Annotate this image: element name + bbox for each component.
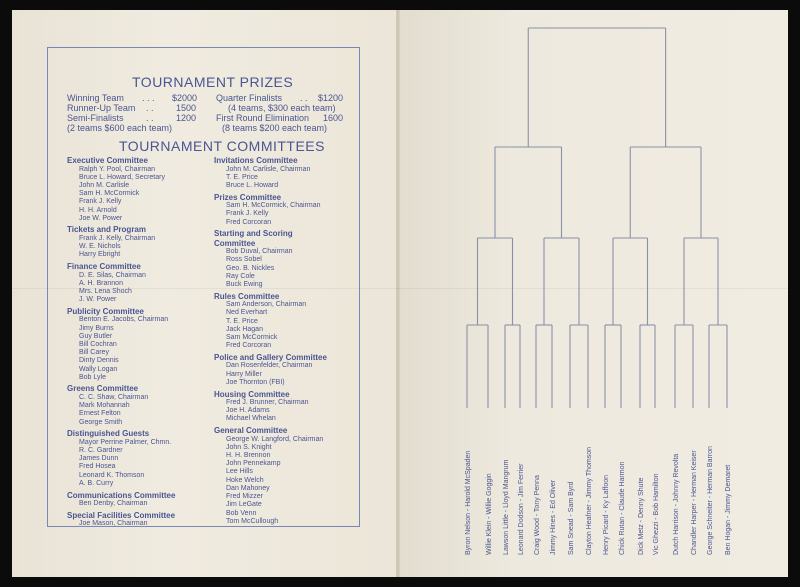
committee-member: Joe H. Adams bbox=[226, 407, 270, 415]
committee-member: Ralph Y. Pool, Chairman bbox=[79, 165, 156, 173]
committee-member: W. E. Nichols bbox=[79, 243, 121, 251]
prizes-title: TOURNAMENT PRIZES bbox=[132, 74, 294, 90]
committee-heading: Tickets and Program bbox=[67, 225, 146, 235]
committee-member: T. E. Price bbox=[226, 317, 258, 325]
prize-row: First Round Elimination bbox=[216, 113, 310, 123]
committee-heading: Special Facilities Committee bbox=[67, 510, 176, 520]
committee-member: Joe Thornton (FBI) bbox=[226, 378, 285, 386]
committee-member: Fred J. Brunner, Chairman bbox=[226, 399, 309, 407]
prize-amount: $1200 bbox=[318, 93, 344, 103]
prize-amount: 1500 bbox=[176, 103, 197, 113]
committee-member: John M. Carlisle bbox=[79, 181, 130, 189]
committee-member: George W. Langford, Chairman bbox=[226, 435, 324, 443]
prize-amount: 1600 bbox=[323, 113, 344, 123]
team-name: Dutch Harrison - Johnny Revolta bbox=[673, 453, 680, 555]
committee-heading: Starting and Scoring Committee bbox=[214, 229, 293, 248]
prize-note: (4 teams, $300 each team) bbox=[228, 103, 336, 113]
committees-title: TOURNAMENT COMMITTEES bbox=[119, 138, 325, 154]
prize-amount: 1200 bbox=[176, 113, 197, 123]
committee-member: James Dunn bbox=[79, 455, 119, 463]
prize-row: Winning Team bbox=[67, 93, 124, 103]
team-name: Clayton Heafner - Jimmy Thomson bbox=[586, 446, 593, 555]
committee-member: R. C. Gardner bbox=[79, 446, 123, 454]
committee-member: Bob Venn bbox=[226, 509, 257, 517]
team-name: George Schneiter - Herman Barron bbox=[707, 446, 714, 555]
committee-member: John S. Knight bbox=[226, 443, 272, 451]
committee-member: Fred Corcoran bbox=[226, 218, 272, 226]
committee-member: H. H. Arnold bbox=[79, 206, 117, 214]
prize-row: Semi-Finalists bbox=[67, 113, 124, 123]
committee-member: Sam H. McCormick, Chairman bbox=[226, 202, 321, 210]
committee-member: Fred Corcoran bbox=[226, 342, 272, 350]
committee-member: Hoke Welch bbox=[226, 476, 264, 484]
committee-member: D. E. Silas, Chairman bbox=[79, 271, 146, 279]
team-name: Henry Picard - Ky Laffoon bbox=[603, 474, 610, 555]
team-name: Lawson Little - Lloyd Mangrum bbox=[503, 459, 510, 555]
committee-member: Ernest Felton bbox=[79, 410, 121, 418]
committee-member: T. E. Price bbox=[226, 173, 258, 181]
committee-member: Jack Hagan bbox=[226, 325, 263, 333]
committee-member: Dan Mahoney bbox=[226, 484, 270, 492]
team-name: Willie Klein - Willie Goggin bbox=[486, 473, 493, 555]
committee-heading: Executive Committee bbox=[67, 156, 148, 165]
committee-member: Guy Butler bbox=[79, 332, 113, 340]
committee-member: George Smith bbox=[79, 418, 123, 426]
committee-heading: Invitations Committee bbox=[214, 156, 298, 165]
committee-member: Ned Everhart bbox=[226, 309, 268, 317]
committee-member: Harry Ebright bbox=[79, 251, 121, 259]
committee-member: Benton E. Jacobs, Chairman bbox=[79, 316, 169, 324]
committee-member: H. H. Brennon bbox=[226, 452, 271, 460]
prize-row: Quarter Finalists bbox=[216, 93, 283, 103]
committee-member: C. C. Shaw, Chairman bbox=[79, 393, 149, 401]
committee-member: Frank J. Kelly bbox=[226, 210, 269, 218]
committee-member: Lee Hills bbox=[226, 468, 253, 476]
committee-heading: Rules Committee bbox=[214, 291, 280, 301]
team-name: Vic Ghezzi - Bob Hamilton bbox=[653, 473, 660, 555]
prize-dots: . . . bbox=[142, 93, 155, 103]
committee-member: Wally Logan bbox=[79, 365, 118, 373]
team-name: Jimmy Hines - Ed Oliver bbox=[550, 479, 557, 555]
prize-note: (2 teams $600 each team) bbox=[67, 123, 173, 133]
committee-member: Ross Sobel bbox=[226, 256, 262, 264]
committee-member: Bob Duval, Chairman bbox=[226, 248, 293, 256]
committee-member: Tom McCullough bbox=[226, 517, 279, 525]
committee-member: Ben Denby, Chairman bbox=[79, 500, 148, 507]
committee-heading: Housing Committee bbox=[214, 389, 290, 399]
committee-member: Mark Mohannah bbox=[79, 402, 130, 410]
team-name: Sam Snead - Sam Byrd bbox=[568, 481, 575, 555]
committee-member: Sam H. McCormick bbox=[79, 190, 140, 198]
committee-member: Sam McCormick bbox=[226, 334, 278, 342]
prize-amount: $2000 bbox=[172, 93, 198, 103]
committee-member: Ray Cole bbox=[226, 272, 255, 280]
prize-note: (8 teams $200 each team) bbox=[222, 123, 328, 133]
team-name: Chandler Harper - Herman Keiser bbox=[691, 450, 698, 555]
committee-member: Geo. B. Nickles bbox=[226, 264, 275, 272]
committee-member: Harry Miller bbox=[226, 370, 262, 378]
committee-member: Leonard K. Thomson bbox=[79, 471, 145, 479]
committee-member: Sam Anderson, Chairman bbox=[226, 301, 307, 309]
prize-dots: . . bbox=[146, 113, 154, 123]
committee-heading: Greens Committee bbox=[67, 384, 139, 394]
committee-member: John Pennekamp bbox=[226, 460, 281, 468]
committee-member: Bill Cochran bbox=[79, 340, 117, 348]
team-name: Byron Nelson - Harold McSpaden bbox=[465, 450, 472, 555]
committee-member: Joe Mason, Chairman bbox=[79, 520, 148, 528]
committee-member: John M. Carlisle, Chairman bbox=[226, 165, 311, 173]
committee-member: Fred Hosea bbox=[79, 463, 116, 471]
prize-dots: . . bbox=[300, 93, 308, 103]
committee-member: Dan Rosenfelder, Chairman bbox=[226, 362, 313, 370]
team-name: Dick Metz - Denny Shute bbox=[638, 477, 645, 555]
team-name: Leonard Dodson - Jim Ferrier bbox=[518, 463, 525, 555]
committee-member: Frank J. Kelly bbox=[79, 198, 122, 206]
committee-member: Buck Ewing bbox=[226, 281, 263, 289]
committee-member: J. W. Power bbox=[79, 296, 117, 304]
committee-heading: Communications Committee bbox=[67, 490, 176, 500]
committee-member: A. H. Brannon bbox=[79, 279, 123, 287]
team-name: Craig Wood - Tony Penna bbox=[534, 475, 541, 555]
committee-member: Bruce L. Howard bbox=[226, 181, 279, 189]
team-name: Ben Hogan - Jimmy Demaret bbox=[725, 464, 732, 555]
committee-member: A. B. Curry bbox=[79, 479, 114, 487]
team-name: Chick Rutan - Claude Harmon bbox=[619, 461, 626, 555]
committee-member: Mayor Perrine Palmer, Chmn. bbox=[79, 438, 172, 446]
committee-member: Frank J. Kelly, Chairman bbox=[79, 234, 156, 242]
committee-member: Bob Lyle bbox=[79, 373, 106, 381]
prize-row: Runner-Up Team bbox=[67, 103, 136, 113]
committee-heading: Publicity Committee bbox=[67, 306, 144, 316]
committee-member: Bruce L. Howard, Secretary bbox=[79, 173, 165, 181]
committee-heading: Finance Committee bbox=[67, 262, 141, 272]
committee-member: Bill Carey bbox=[79, 349, 109, 357]
committee-member: Michael Whelan bbox=[226, 415, 276, 423]
committee-heading: Distinguished Guests bbox=[67, 429, 150, 439]
committee-heading: Prizes Committee bbox=[214, 192, 282, 202]
committee-member: Fred Mizzer bbox=[226, 493, 263, 501]
committee-member: Dinty Dennis bbox=[79, 357, 119, 365]
prize-dots: . . bbox=[146, 103, 154, 113]
committee-heading: General Committee bbox=[214, 426, 288, 436]
committee-member: Joe W. Power bbox=[79, 214, 123, 222]
committee-member: Jim LeGate bbox=[226, 501, 262, 509]
committee-heading: Police and Gallery Committee bbox=[214, 352, 327, 362]
committee-member: Mrs. Lena Shoch bbox=[79, 287, 132, 295]
committee-member: Jimy Burns bbox=[79, 324, 114, 332]
